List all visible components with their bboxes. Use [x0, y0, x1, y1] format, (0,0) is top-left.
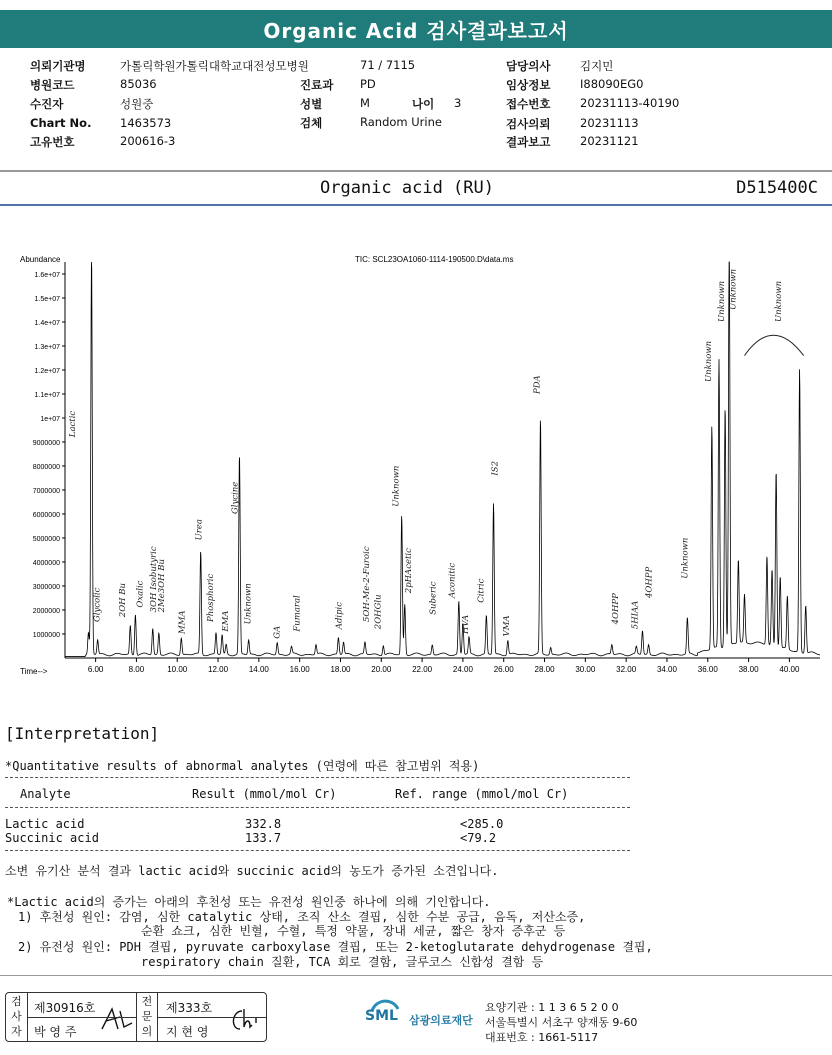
- x-tick-label: 32.00: [616, 665, 637, 674]
- examiner-signature: [98, 1005, 134, 1035]
- header-result: Result (mmol/mol Cr): [192, 787, 337, 801]
- age-label: 나이: [412, 97, 435, 111]
- x-tick-label: 36.00: [697, 665, 718, 674]
- x-tick-label: 34.00: [656, 665, 677, 674]
- hospital-code-label: 병원코드: [30, 78, 75, 92]
- peak-annotation: Fumaral: [292, 595, 303, 632]
- peak-annotation: Adipic: [334, 601, 345, 630]
- specialist-license: 제333호: [166, 1001, 213, 1015]
- y-tick-label: 9000000: [32, 440, 60, 447]
- peak-annotation: HVA: [461, 614, 471, 634]
- x-tick-label: 20.00: [371, 665, 392, 674]
- peak-annotation: Urea: [194, 519, 205, 541]
- hospital-code-value: 85036: [120, 77, 157, 91]
- table-divider: [5, 850, 630, 851]
- specialist-name: 지 현 영: [166, 1025, 209, 1039]
- y-tick-label: 7000000: [32, 488, 60, 495]
- department-label: 진료과: [300, 78, 334, 92]
- y-tick-label: 5000000: [32, 536, 60, 543]
- peak-annotation: VMA: [501, 615, 512, 637]
- peak-annotation: Unknown: [774, 280, 785, 322]
- note-genetic-cont: respiratory chain 질환, TCA 회로 결함, 글루코스 신합성 결함 등: [141, 955, 544, 969]
- y-tick-label: 1.5e+07: [34, 296, 60, 303]
- interpretation-title: [Interpretation]: [5, 724, 160, 743]
- institution-label: 의뢰기관명: [30, 59, 86, 73]
- y-tick-label: 1.1e+07: [34, 392, 60, 399]
- result-report-label: 결과보고: [506, 135, 551, 149]
- peak-annotation: Lactic: [68, 410, 79, 438]
- chart-name: Organic acid (RU): [320, 178, 494, 198]
- x-tick-label: 40.00: [779, 665, 800, 674]
- logo-text: SML: [365, 1008, 398, 1024]
- peak-annotation: Citric: [476, 578, 487, 603]
- org-address: 서울특별시 서초구 양재동 9-60: [485, 1016, 638, 1029]
- y-tick-label: 6000000: [32, 512, 60, 519]
- chart-no-label: Chart No.: [30, 116, 92, 130]
- peak-annotation: PDA: [532, 375, 543, 394]
- interpretation-subtitle: *Quantitative results of abnormal analytes (연령에 따른 참고범위 적용): [5, 759, 480, 773]
- row-result: 133.7: [245, 831, 282, 845]
- peak-annotation: 5HIAA: [630, 600, 641, 630]
- x-tick-label: 22.00: [412, 665, 433, 674]
- specialist-signature: [228, 1005, 262, 1035]
- peak-annotation: 4OHPP: [611, 593, 621, 625]
- y-tick-label: 1.2e+07: [34, 368, 60, 375]
- note-acquired-cont: 순환 쇼크, 심한 빈혈, 수혈, 특정 약물, 장내 세균, 짧은 창자 증후군 등: [141, 924, 566, 938]
- y-tick-label: 1.4e+07: [34, 320, 60, 327]
- unknown-bracket: [745, 335, 804, 355]
- x-tick-label: 30.00: [575, 665, 596, 674]
- x-tick-label: 28.00: [534, 665, 555, 674]
- specimen-value: Random Urine: [360, 115, 442, 129]
- row-range: <79.2: [460, 831, 497, 845]
- x-tick-label: 6.00: [87, 665, 104, 674]
- collector-label: 수진자: [30, 97, 64, 111]
- peak-annotation: Glycolic: [92, 587, 103, 622]
- peak-annotation: Unknown: [680, 537, 691, 579]
- org-phone: 대표번호 : 1661-5117: [485, 1031, 599, 1044]
- ward-value: 71 / 7115: [360, 58, 416, 72]
- y-tick-label: 1.6e+07: [34, 272, 60, 279]
- tic-trace: [65, 262, 820, 657]
- note-genetic: 2) 유전성 원인: PDH 결핍, pyruvate carboxylase 결핍, 또는 2-ketoglutarate dehydrogenase 결핍,: [18, 940, 653, 954]
- x-tick-label: 10.00: [167, 665, 188, 674]
- header-range: Ref. range (mmol/mol Cr): [395, 787, 569, 801]
- y-tick-label: 8000000: [32, 464, 60, 471]
- x-tick-label: 24.00: [452, 665, 473, 674]
- y-tick-label: 3000000: [32, 584, 60, 591]
- table-divider: [5, 777, 630, 778]
- peak-annotation: MMA: [177, 610, 188, 634]
- peak-annotation: 4OHPP: [644, 566, 655, 598]
- row-analyte: Succinic acid: [5, 831, 99, 845]
- note-acquired: 1) 후천성 원인: 감염, 심한 catalytic 상태, 조직 산소 결핍, 심한 수분 공급, 음독, 저산소증,: [18, 910, 586, 924]
- sex-value: M: [360, 96, 370, 110]
- peak-annotation: Aconitic: [447, 562, 458, 598]
- peak-annotation: IS2: [490, 461, 501, 476]
- peak-annotation: Unknown: [703, 340, 714, 382]
- examiner-name: 박 영 주: [34, 1025, 77, 1039]
- x-tick-label: 26.00: [493, 665, 514, 674]
- doctor-value: 김지민: [580, 59, 614, 73]
- peak-annotation: 2pHAcetic: [403, 548, 414, 594]
- y-tick-label: 2000000: [32, 608, 60, 615]
- report-title: Organic Acid 검사결과보고서: [0, 10, 832, 48]
- org-code: 요양기관 : 1 1 3 6 5 2 0 0: [485, 1001, 619, 1014]
- x-tick-label: 18.00: [330, 665, 351, 674]
- y-axis-label: Abundance: [20, 255, 61, 264]
- chart-code: D515400C: [736, 178, 818, 198]
- unique-no-label: 고유번호: [30, 135, 75, 149]
- sex-label: 성별: [300, 97, 323, 111]
- clinical-info-label: 임상정보: [506, 78, 551, 92]
- x-tick-label: 12.00: [208, 665, 229, 674]
- chart-header: [0, 170, 832, 206]
- peak-annotation: 3OH Isobutyric: [148, 546, 159, 613]
- age-value: 3: [454, 96, 462, 110]
- table-divider: [5, 807, 630, 808]
- specialist-label: 전문의: [136, 993, 158, 1041]
- peak-annotation: Oxalic: [135, 580, 146, 608]
- test-request-label: 검사의뢰: [506, 117, 551, 131]
- unique-no-value: 200616-3: [120, 134, 176, 148]
- peak-annotation: 2OHGlu: [373, 594, 384, 630]
- x-tick-label: 8.00: [128, 665, 145, 674]
- y-tick-label: 1.3e+07: [34, 344, 60, 351]
- org-name: 삼광의료재단: [409, 1014, 473, 1027]
- peak-annotation: Suberic: [428, 581, 439, 615]
- note-title: *Lactic acid의 증가는 아래의 후천성 또는 유전성 원인중 하나에 의해 기인합니다.: [7, 895, 491, 909]
- test-request-value: 20231113: [580, 116, 639, 130]
- row-analyte: Lactic acid: [5, 817, 85, 831]
- institution-value: 가톨릭학원가톨릭대학교대전성모병원: [120, 59, 309, 73]
- clinical-info-value: I88090EG0: [580, 77, 644, 91]
- summary-text: 소변 유기산 분석 결과 lactic acid와 succinic acid의 농도가 증가된 소견입니다.: [5, 864, 499, 878]
- header-analyte: Analyte: [20, 787, 71, 801]
- signature-box: [5, 992, 267, 1042]
- chart-no-value: 1463573: [120, 116, 172, 130]
- x-tick-label: 14.00: [248, 665, 269, 674]
- peak-annotation: 2OH Bu: [118, 582, 129, 618]
- examiner-label: 검사자: [6, 993, 28, 1041]
- y-tick-label: 4000000: [32, 560, 60, 567]
- chart-title: TIC: SCL23OA1060-1114-190500.D\data.ms: [355, 255, 514, 264]
- doctor-label: 담당의사: [506, 59, 551, 73]
- x-tick-label: 16.00: [289, 665, 310, 674]
- collector-value: 성원중: [120, 97, 154, 111]
- department-value: PD: [360, 77, 376, 91]
- peak-annotation: EMA: [221, 610, 232, 632]
- y-tick-label: 1000000: [32, 632, 60, 639]
- receipt-no-label: 접수번호: [506, 97, 551, 111]
- row-range: <285.0: [460, 817, 504, 831]
- peak-annotation: GA: [272, 625, 283, 639]
- peak-annotation: Unknown: [728, 268, 739, 310]
- patient-info-panel: [0, 52, 832, 152]
- receipt-no-value: 20231113-40190: [580, 96, 680, 110]
- chromatogram-chart: [0, 250, 832, 680]
- specimen-label: 검체: [300, 116, 323, 130]
- peak-annotation: Unknown: [391, 465, 402, 507]
- examiner-license: 제30916호: [34, 1001, 96, 1015]
- x-axis-label: Time-->: [20, 667, 48, 676]
- peak-annotation: Unknown: [243, 583, 254, 625]
- peak-annotation: Glycine: [230, 481, 241, 514]
- row-result: 332.8: [245, 817, 282, 831]
- peak-annotation: 2Me3OH Bu: [157, 559, 167, 613]
- peak-annotation: Phosphoric: [205, 573, 216, 622]
- y-tick-label: 1e+07: [40, 416, 60, 423]
- peak-annotation: 5OH-Me-2-Furoic: [362, 546, 372, 622]
- x-tick-label: 38.00: [738, 665, 759, 674]
- report-footer: [0, 975, 832, 1055]
- peak-annotation: Unknown: [717, 280, 728, 322]
- result-report-value: 20231121: [580, 134, 639, 148]
